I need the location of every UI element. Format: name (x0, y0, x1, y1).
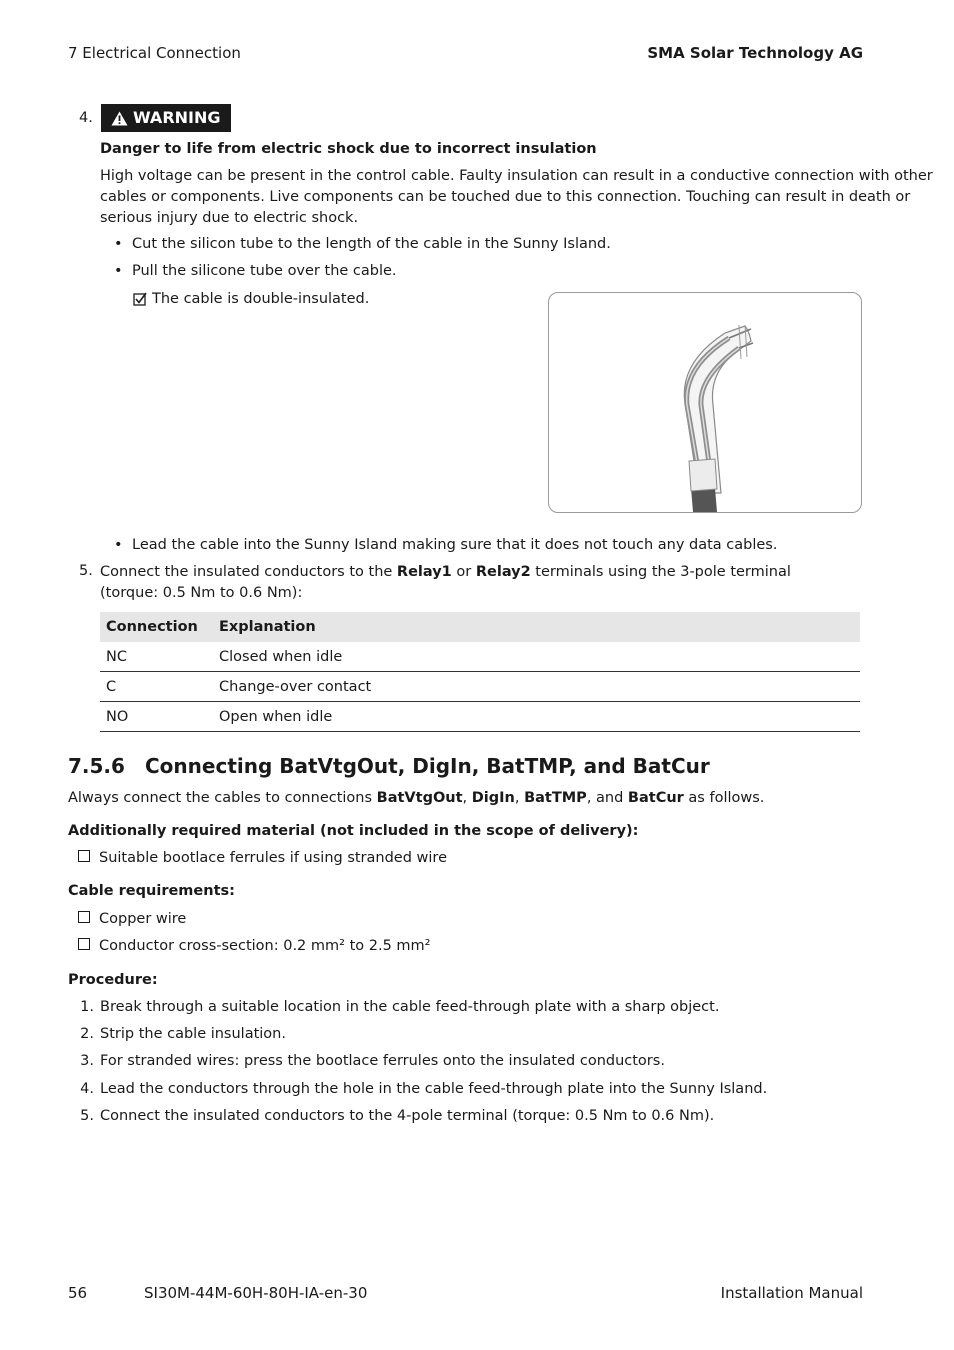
warning-label: WARNING (133, 108, 221, 127)
danger-body-line-2: cables or components. Live components can be touched due to this connection. Touching can result in death or (100, 189, 911, 205)
relay2-label: Relay2 (475, 564, 531, 580)
header-company: SMA Solar Technology AG (647, 44, 863, 62)
table-row (100, 642, 860, 672)
step-5-number: 5. (79, 563, 93, 579)
table-cell: NC (100, 642, 213, 672)
cable-illustration (548, 292, 862, 513)
section-heading (68, 754, 710, 778)
step-4-number: 4. (79, 110, 93, 126)
danger-body-line-3: serious injury due to electric shock. (100, 210, 359, 226)
section-title: Connecting BatVtgOut, DigIn, BatTMP, and BatCur (145, 754, 710, 778)
step-5-text: Connect the insulated conductors to the Relay1 or Relay2 terminals using the 3-pole terminal (100, 564, 791, 580)
relay1-label: Relay1 (396, 564, 452, 580)
section-intro: Always connect the cables to connections BatVtgOut, DigIn, BatTMP, and BatCur as follows. (68, 790, 765, 806)
checkbox-icon (78, 938, 90, 950)
table-cell: Open when idle (213, 702, 860, 732)
procedure-heading: Procedure: (68, 972, 158, 988)
step-5-torque: (torque: 0.5 Nm to 0.6 Nm): (100, 585, 303, 601)
table-cell: NO (100, 702, 213, 732)
danger-title: Danger to life from electric shock due to incorrect insulation (100, 141, 597, 157)
table-cell: Change-over contact (213, 672, 860, 702)
bullet-icon: • (114, 263, 123, 279)
cable-drawing (549, 293, 861, 512)
danger-body-line-1: High voltage can be present in the control cable. Faulty insulation can result in a conductive connection with other (100, 168, 933, 184)
header-chapter: 7 Electrical Connection (68, 44, 241, 62)
connection-table (100, 612, 860, 732)
checkbox-icon (78, 850, 90, 862)
warning-badge (101, 104, 231, 132)
footer-page-number: 56 (68, 1284, 88, 1302)
table-cell: C (100, 672, 213, 702)
table-header-row (100, 612, 860, 642)
list-item: Suitable bootlace ferrules if using stranded wire (78, 850, 447, 866)
table-header-connection: Connection (100, 612, 213, 642)
table-row (100, 702, 860, 732)
cable-requirements-heading: Cable requirements: (68, 883, 235, 899)
bullet-icon: • (114, 537, 123, 553)
result-line (133, 291, 369, 307)
checked-box-icon (133, 292, 147, 306)
result-text: The cable is double-insulated. (152, 291, 370, 307)
material-heading: Additionally required material (not included in the scope of delivery): (68, 823, 639, 839)
table-cell: Closed when idle (213, 642, 860, 672)
checkbox-icon (78, 911, 90, 923)
table-header-explanation: Explanation (213, 612, 860, 642)
footer-doc-type: Installation Manual (720, 1284, 863, 1302)
warning-triangle-icon (111, 111, 128, 126)
section-number: 7.5.6 (68, 754, 125, 778)
footer-doc-id: SI30M-44M-60H-80H-IA-en-30 (144, 1284, 368, 1302)
bullet-icon: • (114, 236, 123, 252)
table-row (100, 672, 860, 702)
list-item: Conductor cross-section: 0.2 mm² to 2.5 mm² (78, 938, 430, 954)
list-item: Copper wire (78, 911, 186, 927)
